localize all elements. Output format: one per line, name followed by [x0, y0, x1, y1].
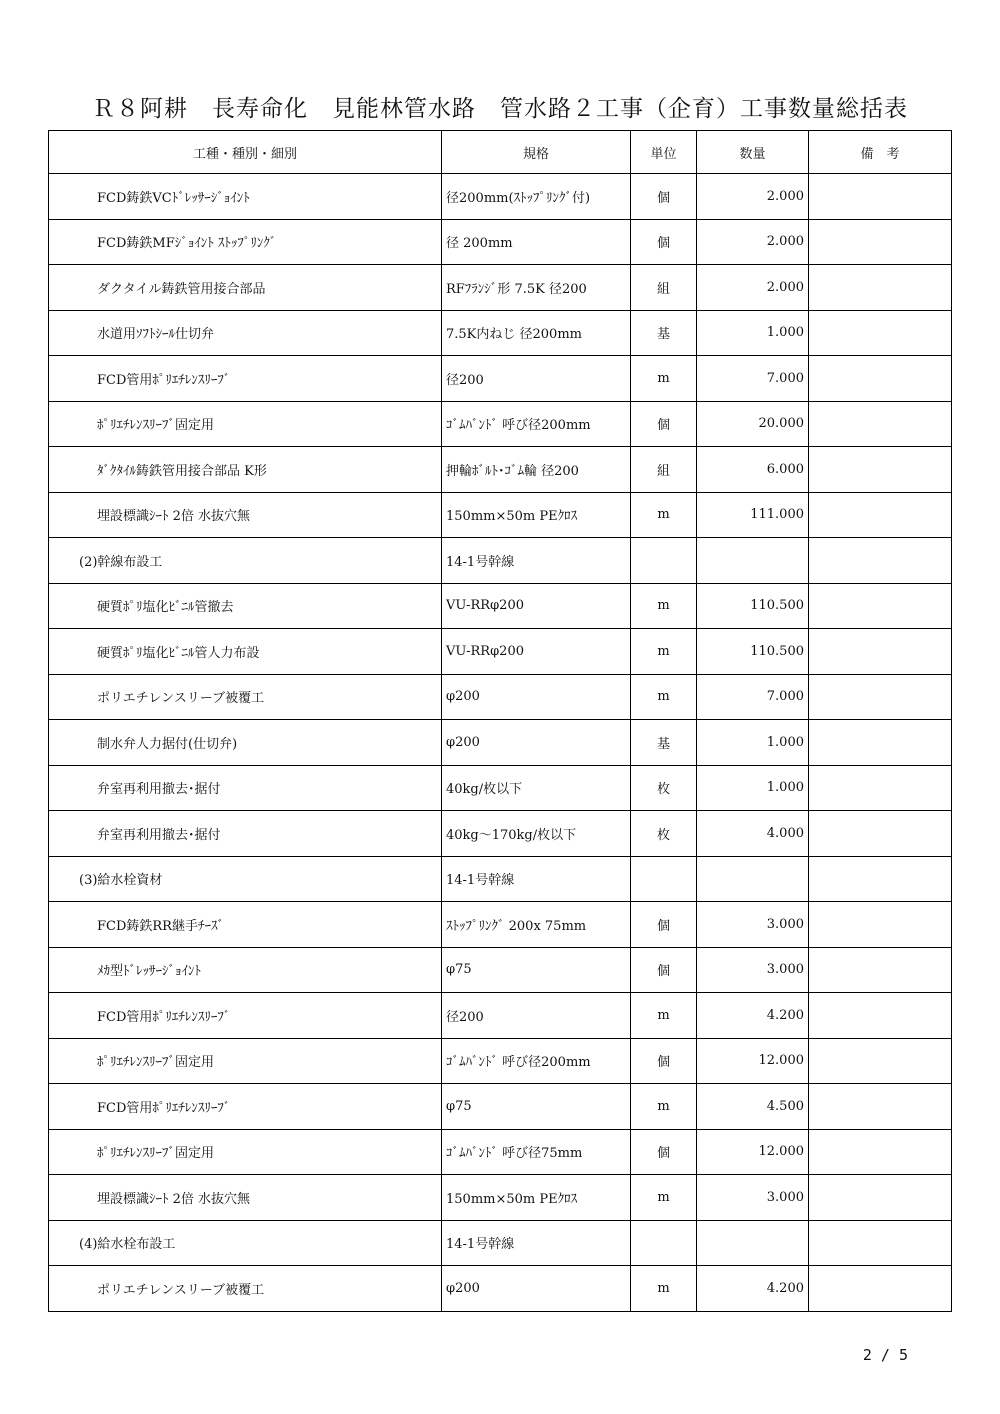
cell-remarks: [809, 401, 952, 447]
cell-quantity: 2.000: [697, 174, 809, 220]
cell-work-item: ポリエチレンスリーブ被覆工: [49, 674, 442, 720]
cell-work-item: ダクタイル鋳鉄管用接合部品: [49, 265, 442, 311]
cell-spec: 150mm×50m PEｸﾛｽ: [442, 492, 631, 538]
cell-spec: φ200: [442, 674, 631, 720]
cell-spec: φ75: [442, 1084, 631, 1130]
table-row: [49, 1084, 952, 1130]
cell-unit: 個: [631, 401, 697, 447]
cell-work-item: (2)幹線布設工: [49, 538, 442, 584]
cell-unit: 枚: [631, 765, 697, 811]
table-row: [49, 902, 952, 948]
cell-remarks: [809, 583, 952, 629]
table-row: [49, 401, 952, 447]
table-body: [49, 174, 952, 1312]
cell-remarks: [809, 720, 952, 766]
cell-quantity: [697, 1220, 809, 1266]
cell-remarks: [809, 765, 952, 811]
cell-work-item: 硬質ﾎﾟﾘ塩化ﾋﾞﾆﾙ管人力布設: [49, 629, 442, 675]
cell-quantity: 110.500: [697, 629, 809, 675]
cell-work-item: FCD管用ﾎﾟﾘｴﾁﾚﾝｽﾘｰﾌﾞ: [49, 993, 442, 1039]
cell-spec: VU-RRφ200: [442, 583, 631, 629]
cell-work-item: ﾎﾟﾘｴﾁﾚﾝｽﾘｰﾌﾞ固定用: [49, 1038, 442, 1084]
table-row: [49, 1038, 952, 1084]
cell-spec: VU-RRφ200: [442, 629, 631, 675]
cell-spec: φ75: [442, 947, 631, 993]
table-row: [49, 447, 952, 493]
cell-work-item: FCD管用ﾎﾟﾘｴﾁﾚﾝｽﾘｰﾌﾞ: [49, 356, 442, 402]
cell-work-item: 弁室再利用撤去･据付: [49, 811, 442, 857]
header-unit: 単位: [631, 131, 697, 174]
table-row: [49, 720, 952, 766]
table-row: [49, 947, 952, 993]
cell-unit: m: [631, 1266, 697, 1312]
cell-spec: 14-1号幹線: [442, 538, 631, 584]
cell-spec: ｺﾞﾑﾊﾞﾝﾄﾞ 呼び径200mm: [442, 1038, 631, 1084]
cell-unit: 個: [631, 1129, 697, 1175]
cell-unit: m: [631, 629, 697, 675]
cell-unit: m: [631, 674, 697, 720]
cell-unit: 個: [631, 1038, 697, 1084]
cell-remarks: [809, 856, 952, 902]
cell-spec: ｺﾞﾑﾊﾞﾝﾄﾞ 呼び径75mm: [442, 1129, 631, 1175]
cell-quantity: 4.200: [697, 993, 809, 1039]
section-row: [49, 1220, 952, 1266]
table-row: [49, 174, 952, 220]
cell-remarks: [809, 947, 952, 993]
cell-quantity: 6.000: [697, 447, 809, 493]
cell-quantity: 111.000: [697, 492, 809, 538]
cell-quantity: 4.500: [697, 1084, 809, 1130]
cell-quantity: 2.000: [697, 265, 809, 311]
header-work-type: 工種・種別・細別: [49, 131, 442, 174]
cell-remarks: [809, 219, 952, 265]
cell-work-item: (4)給水栓布設工: [49, 1220, 442, 1266]
cell-remarks: [809, 1220, 952, 1266]
cell-remarks: [809, 1175, 952, 1221]
cell-quantity: 3.000: [697, 1175, 809, 1221]
section-row: [49, 538, 952, 584]
cell-work-item: FCD鋳鉄VCﾄﾞﾚｯｻｰｼﾞｮｲﾝﾄ: [49, 174, 442, 220]
cell-spec: 径200: [442, 993, 631, 1039]
cell-spec: 40kg～170kg/枚以下: [442, 811, 631, 857]
table-header-row: [49, 131, 952, 174]
table-row: [49, 310, 952, 356]
cell-work-item: FCD鋳鉄RR継手ﾁｰｽﾞ: [49, 902, 442, 948]
cell-work-item: ﾒｶ型ﾄﾞﾚｯｻｰｼﾞｮｲﾝﾄ: [49, 947, 442, 993]
cell-remarks: [809, 265, 952, 311]
cell-remarks: [809, 811, 952, 857]
table-row: [49, 583, 952, 629]
cell-unit: 個: [631, 902, 697, 948]
cell-remarks: [809, 1084, 952, 1130]
cell-quantity: 7.000: [697, 356, 809, 402]
cell-unit: 組: [631, 447, 697, 493]
cell-work-item: 制水弁人力据付(仕切弁): [49, 720, 442, 766]
cell-remarks: [809, 447, 952, 493]
cell-remarks: [809, 174, 952, 220]
cell-work-item: 弁室再利用撤去･据付: [49, 765, 442, 811]
cell-quantity: 12.000: [697, 1038, 809, 1084]
cell-spec: 40kg/枚以下: [442, 765, 631, 811]
cell-spec: 14-1号幹線: [442, 856, 631, 902]
cell-work-item: ﾎﾟﾘｴﾁﾚﾝｽﾘｰﾌﾞ固定用: [49, 1129, 442, 1175]
cell-work-item: ポリエチレンスリーブ被覆工: [49, 1266, 442, 1312]
cell-unit: [631, 856, 697, 902]
cell-spec: φ200: [442, 720, 631, 766]
cell-quantity: 3.000: [697, 947, 809, 993]
cell-quantity: 1.000: [697, 765, 809, 811]
cell-remarks: [809, 492, 952, 538]
table-row: [49, 629, 952, 675]
cell-spec: 径200: [442, 356, 631, 402]
cell-unit: 個: [631, 947, 697, 993]
header-remarks: 備 考: [809, 131, 952, 174]
cell-unit: m: [631, 583, 697, 629]
quantity-summary-table: [48, 130, 952, 1312]
table-row: [49, 1266, 952, 1312]
table-row: [49, 492, 952, 538]
cell-spec: 150mm×50m PEｸﾛｽ: [442, 1175, 631, 1221]
cell-unit: m: [631, 1175, 697, 1221]
cell-spec: 押輪ﾎﾞﾙﾄ･ｺﾞﾑ輪 径200: [442, 447, 631, 493]
cell-unit: m: [631, 1084, 697, 1130]
cell-remarks: [809, 310, 952, 356]
table-row: [49, 265, 952, 311]
cell-quantity: 7.000: [697, 674, 809, 720]
cell-remarks: [809, 1266, 952, 1312]
cell-work-item: 埋設標識ｼｰﾄ 2倍 水抜穴無: [49, 1175, 442, 1221]
cell-unit: 組: [631, 265, 697, 311]
cell-remarks: [809, 1038, 952, 1084]
cell-work-item: 水道用ｿﾌﾄｼｰﾙ仕切弁: [49, 310, 442, 356]
cell-spec: 径 200mm: [442, 219, 631, 265]
cell-unit: m: [631, 356, 697, 402]
cell-work-item: FCD管用ﾎﾟﾘｴﾁﾚﾝｽﾘｰﾌﾞ: [49, 1084, 442, 1130]
cell-quantity: 3.000: [697, 902, 809, 948]
table-row: [49, 811, 952, 857]
cell-work-item: 埋設標識ｼｰﾄ 2倍 水抜穴無: [49, 492, 442, 538]
cell-spec: φ200: [442, 1266, 631, 1312]
cell-remarks: [809, 629, 952, 675]
section-row: [49, 856, 952, 902]
table-row: [49, 1175, 952, 1221]
cell-work-item: (3)給水栓資材: [49, 856, 442, 902]
cell-remarks: [809, 993, 952, 1039]
cell-work-item: ﾀﾞｸﾀｲﾙ鋳鉄管用接合部品 K形: [49, 447, 442, 493]
cell-quantity: 1.000: [697, 720, 809, 766]
table-row: [49, 1129, 952, 1175]
cell-unit: [631, 538, 697, 584]
cell-quantity: 12.000: [697, 1129, 809, 1175]
header-quantity: 数量: [697, 131, 809, 174]
cell-unit: m: [631, 492, 697, 538]
header-spec: 規格: [442, 131, 631, 174]
cell-spec: ｽﾄｯﾌﾟﾘﾝｸﾞ 200x 75mm: [442, 902, 631, 948]
page-number: 2 / 5: [862, 1346, 908, 1364]
cell-spec: RFﾌﾗﾝｼﾞ形 7.5K 径200: [442, 265, 631, 311]
cell-unit: [631, 1220, 697, 1266]
table-row: [49, 219, 952, 265]
cell-spec: 14-1号幹線: [442, 1220, 631, 1266]
table-row: [49, 356, 952, 402]
cell-quantity: 2.000: [697, 219, 809, 265]
cell-unit: 基: [631, 310, 697, 356]
cell-quantity: 110.500: [697, 583, 809, 629]
cell-quantity: [697, 856, 809, 902]
cell-remarks: [809, 902, 952, 948]
cell-remarks: [809, 538, 952, 584]
cell-unit: m: [631, 993, 697, 1039]
cell-quantity: 20.000: [697, 401, 809, 447]
cell-remarks: [809, 674, 952, 720]
cell-quantity: 4.000: [697, 811, 809, 857]
table-row: [49, 993, 952, 1039]
cell-unit: 基: [631, 720, 697, 766]
cell-remarks: [809, 356, 952, 402]
document-title: Ｒ８阿耕 長寿命化 見能林管水路 管水路２工事（企育）工事数量総括表: [92, 96, 908, 122]
cell-unit: 枚: [631, 811, 697, 857]
cell-work-item: ﾎﾟﾘｴﾁﾚﾝｽﾘｰﾌﾞ固定用: [49, 401, 442, 447]
cell-unit: 個: [631, 174, 697, 220]
cell-quantity: [697, 538, 809, 584]
cell-spec: 7.5K内ねじ 径200mm: [442, 310, 631, 356]
table-row: [49, 674, 952, 720]
cell-work-item: FCD鋳鉄MFｼﾞｮｲﾝﾄ ｽﾄｯﾌﾟﾘﾝｸﾞ: [49, 219, 442, 265]
cell-remarks: [809, 1129, 952, 1175]
cell-quantity: 1.000: [697, 310, 809, 356]
cell-spec: ｺﾞﾑﾊﾞﾝﾄﾞ 呼び径200mm: [442, 401, 631, 447]
cell-unit: 個: [631, 219, 697, 265]
table-row: [49, 765, 952, 811]
cell-quantity: 4.200: [697, 1266, 809, 1312]
cell-spec: 径200mm(ｽﾄｯﾌﾟﾘﾝｸﾞ付): [442, 174, 631, 220]
cell-work-item: 硬質ﾎﾟﾘ塩化ﾋﾞﾆﾙ管撤去: [49, 583, 442, 629]
